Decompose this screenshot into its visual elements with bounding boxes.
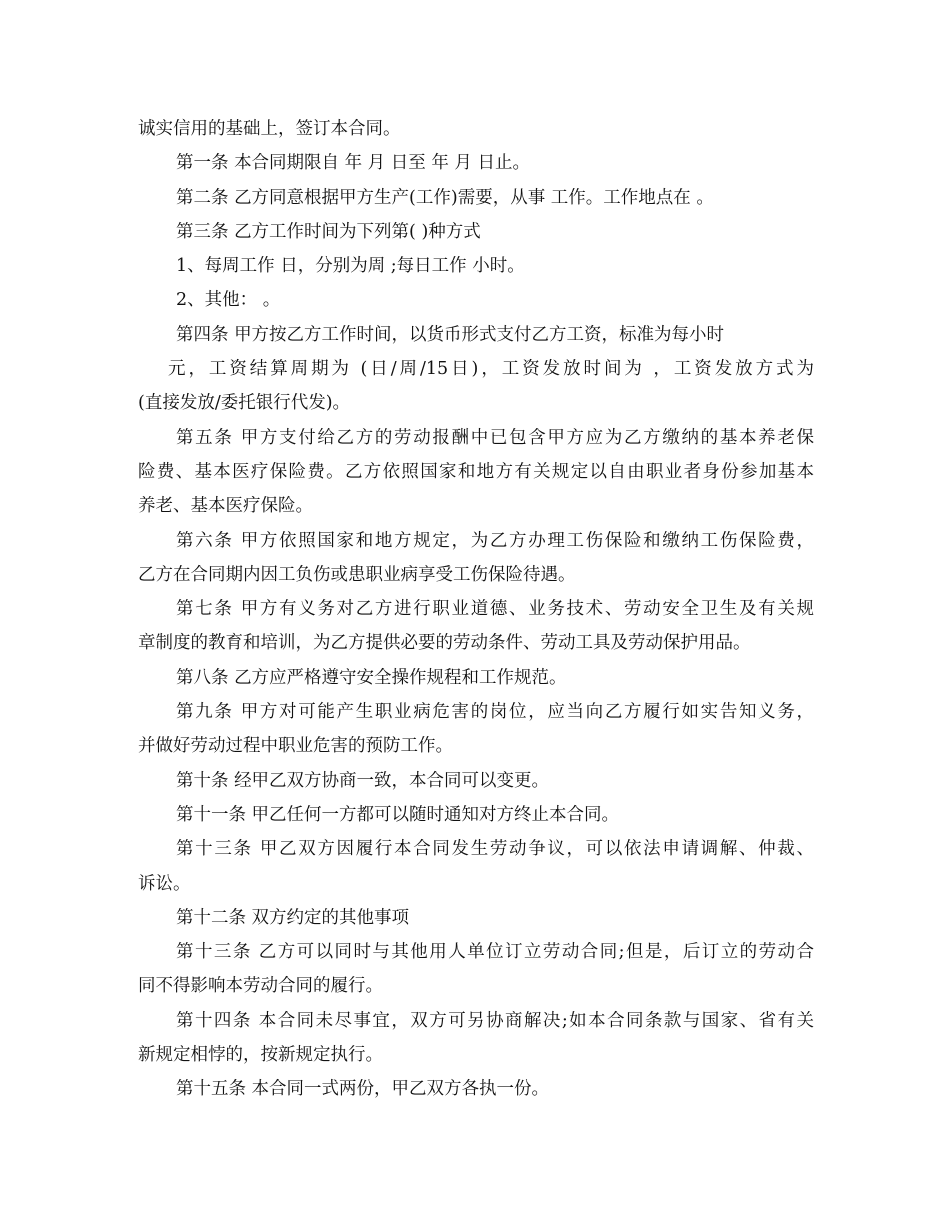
clause-11: 第十一条 甲乙任何一方都可以随时通知对方终止本合同。	[176, 804, 620, 825]
clause-3-option-1: 1、每周工作 日，分别为周 ;每日工作 小时。	[176, 256, 525, 277]
clause-13-dispute: 第十三条 甲乙双方因履行本合同发生劳动争议，可以依法申请调解、仲裁、	[176, 839, 814, 860]
clause-3: 第三条 乙方工作时间为下列第( )种方式	[176, 221, 481, 242]
clause-1: 第一条 本合同期限自 年 月 日至 年 月 日止。	[176, 153, 530, 174]
contract-body	[138, 112, 814, 1107]
clause-6-continued: 乙方在合同期内因工负伤或患职业病享受工伤保险待遇。	[138, 564, 576, 585]
clause-9-continued: 并做好劳动过程中职业危害的预防工作。	[138, 736, 453, 757]
clause-7-continued: 章制度的教育和培训，为乙方提供必要的劳动条件、劳动工具及劳动保护用品。	[138, 633, 751, 654]
clause-5-continued: 养老、基本医疗保险。	[138, 496, 313, 517]
clause-4-continued: 元，工资结算周期为 (日/周/15日)，工资发放时间为 ，工资发放方式为	[168, 359, 814, 380]
clause-4: 第四条 甲方按乙方工作时间，以货币形式支付乙方工资，标准为每小时	[176, 324, 725, 345]
clause-9: 第九条 甲方对可能产生职业病危害的岗位，应当向乙方履行如实告知义务，	[176, 702, 814, 723]
clause-4-continued: (直接发放/委托银行代发)。	[138, 393, 351, 414]
clause-5: 第五条 甲方支付给乙方的劳动报酬中已包含甲方应为乙方缴纳的基本养老保	[176, 427, 814, 448]
clause-7: 第七条 甲方有义务对乙方进行职业道德、业务技术、劳动安全卫生及有关规	[176, 599, 814, 620]
text-line: 诚实信用的基础上，签订本合同。	[138, 119, 401, 139]
clause-13-continued: 同不得影响本劳动合同的履行。	[138, 976, 383, 997]
clause-13-dispute-continued: 诉讼。	[138, 873, 191, 894]
clause-10: 第十条 经甲乙双方协商一致，本合同可以变更。	[176, 770, 550, 791]
clause-3-option-2: 2、其他： 。	[176, 290, 281, 311]
clause-12: 第十二条 双方约定的其他事项	[176, 907, 410, 928]
clause-14-continued: 新规定相悖的，按新规定执行。	[138, 1045, 383, 1066]
clause-15: 第十五条 本合同一式两份，甲乙双方各执一份。	[176, 1079, 550, 1100]
clause-5-continued: 险费、基本医疗保险费。乙方依照国家和地方有关规定以自由职业者身份参加基本	[138, 461, 814, 482]
clause-8: 第八条 乙方应严格遵守安全操作规程和工作规范。	[176, 667, 567, 688]
clause-13: 第十三条 乙方可以同时与其他用人单位订立劳动合同;但是，后订立的劳动合	[176, 942, 814, 963]
clause-14: 第十四条 本合同未尽事宜，双方可另协商解决;如本合同条款与国家、省有关	[176, 1010, 814, 1031]
clause-6: 第六条 甲方依照国家和地方规定，为乙方办理工伤保险和缴纳工伤保险费，	[176, 530, 814, 551]
clause-2: 第二条 乙方同意根据甲方生产(工作)需要，从事 工作。工作地点在 。	[176, 187, 714, 208]
